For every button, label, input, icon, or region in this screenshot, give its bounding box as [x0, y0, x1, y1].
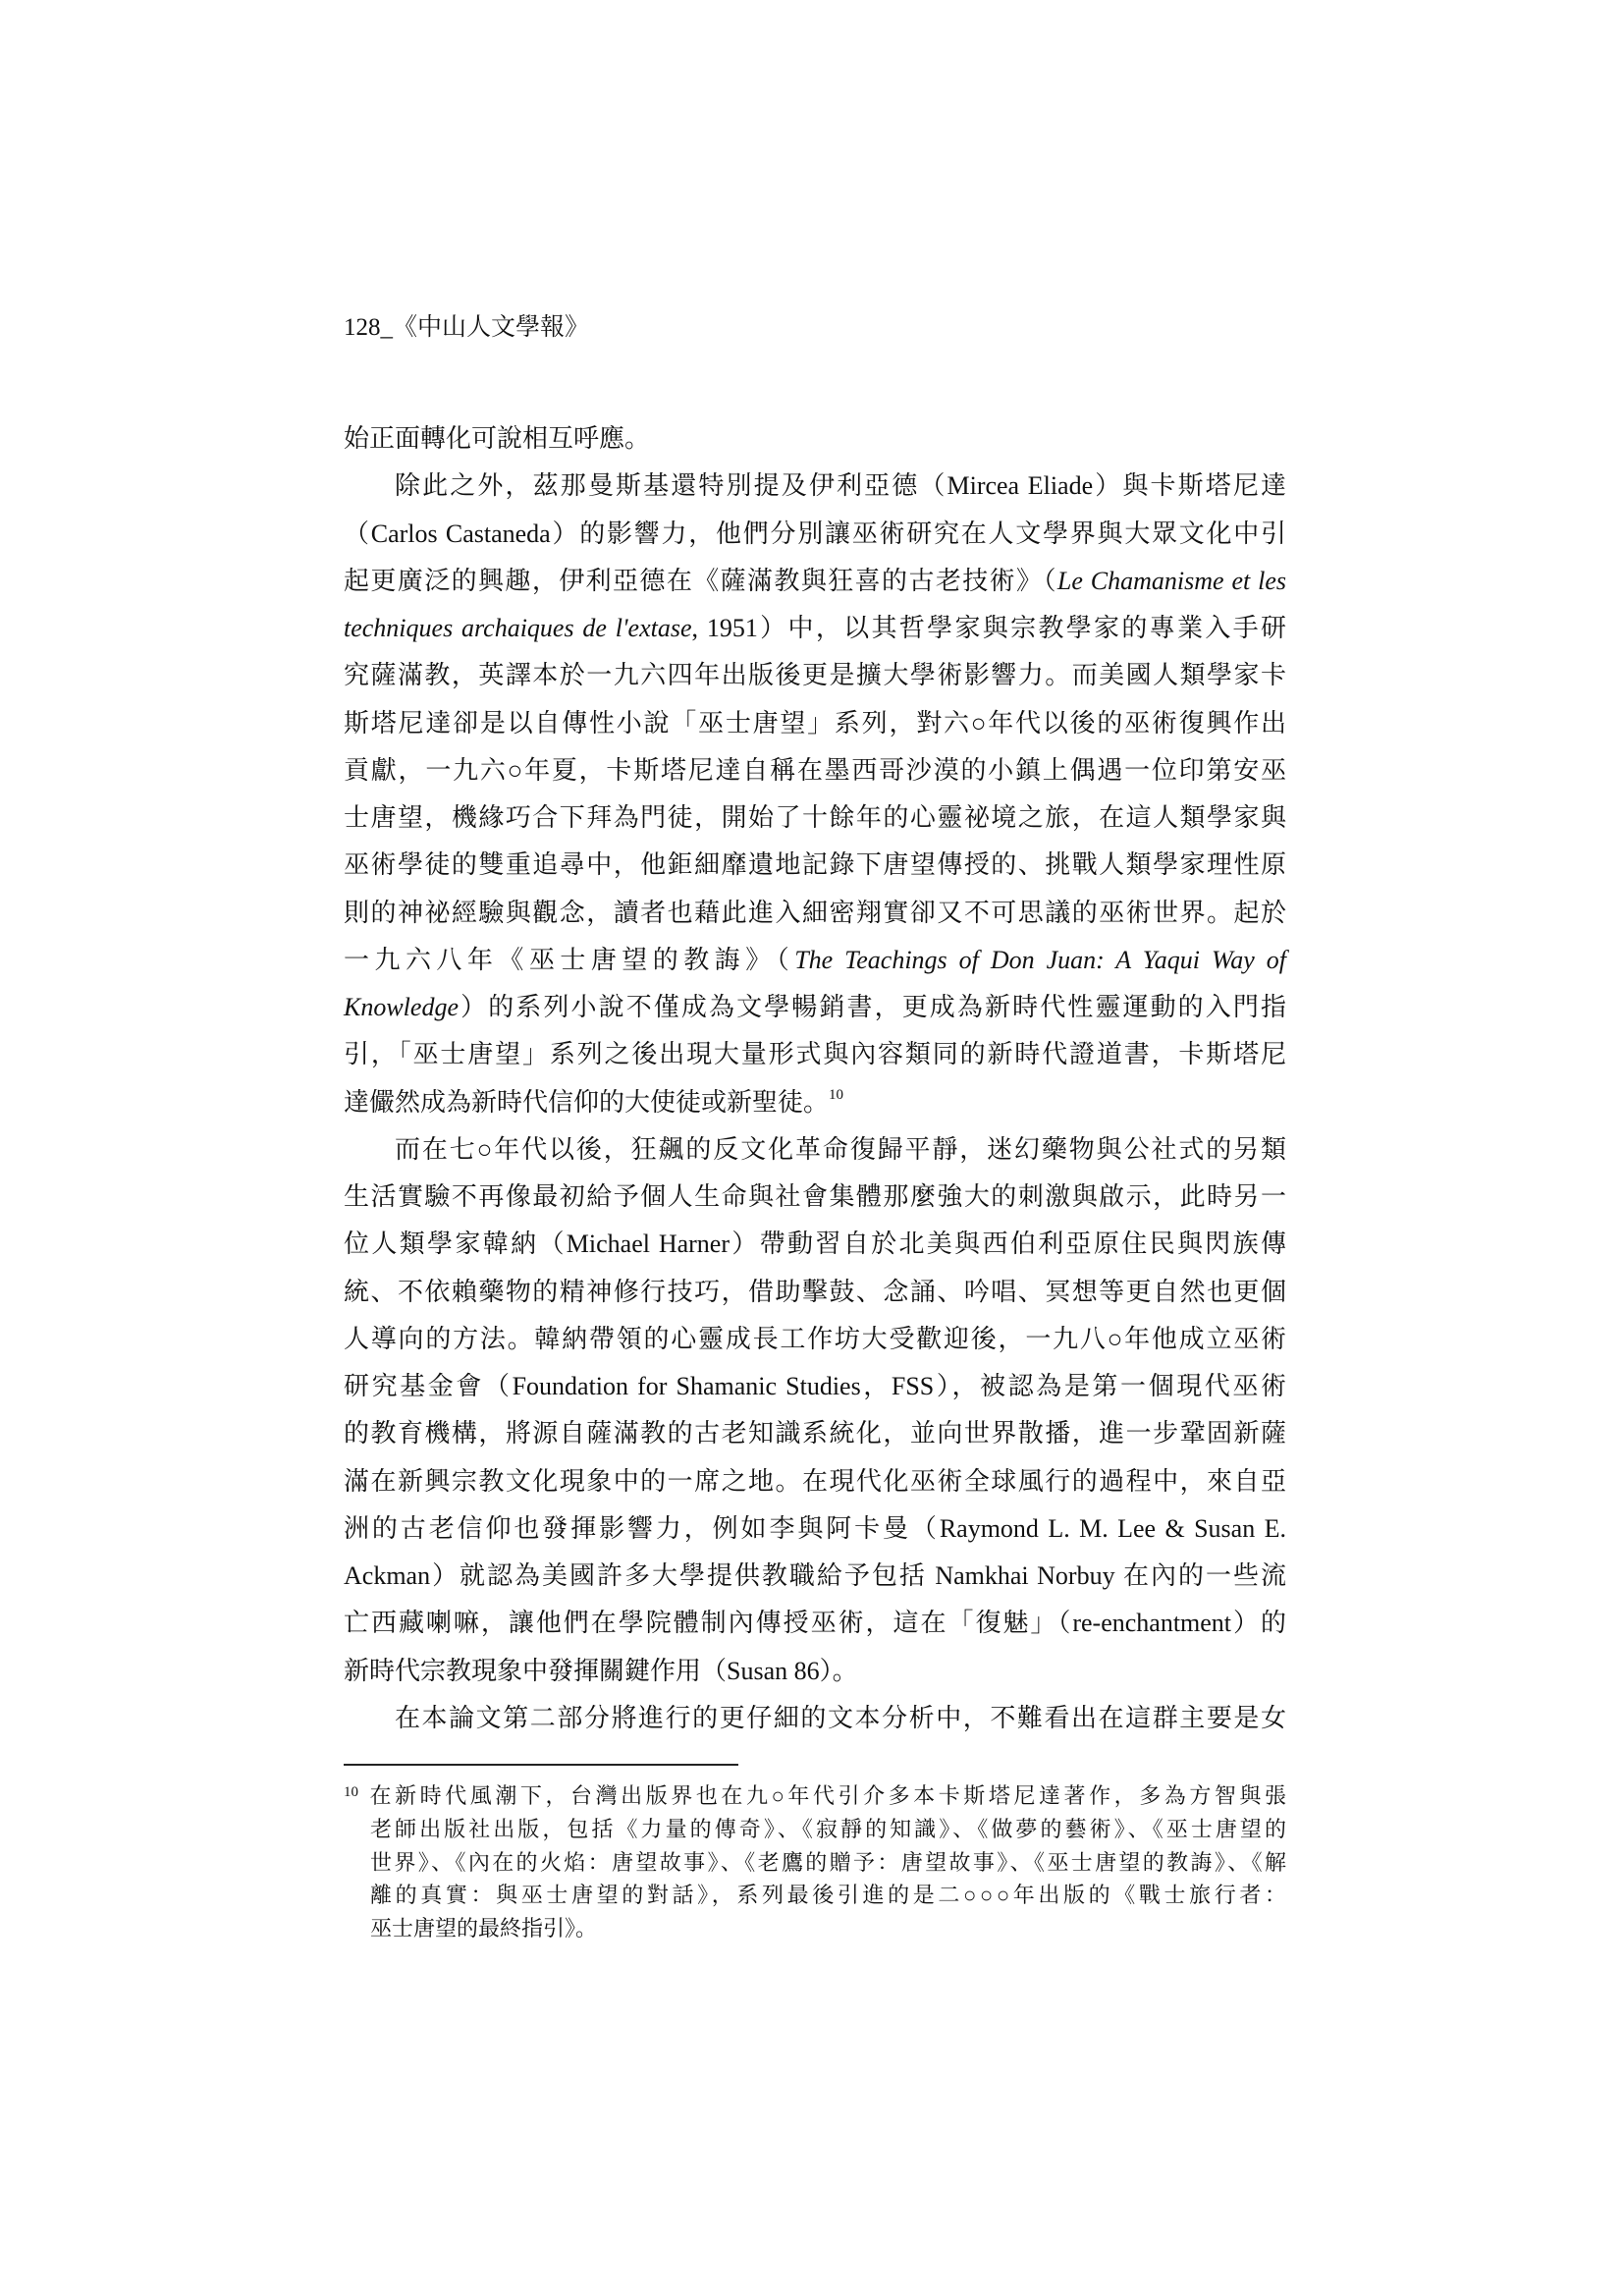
- text-line: 巫術學徒的雙重追尋中，他鉅細靡遺地記錄下唐望傳授的、挑戰人類學家理性原: [344, 850, 1286, 880]
- book-title-italic: Knowledge: [344, 993, 459, 1021]
- text-line: 洲的古老信仰也發揮影響力，例如李與阿卡曼（Raymond L. M. Lee & Susan E.: [344, 1513, 1286, 1543]
- text-line: 在本論文第二部分將進行的更仔細的文本分析中，不難看出在這群主要是女: [395, 1703, 1286, 1732]
- footnote-divider: [344, 1764, 738, 1766]
- running-header: [344, 310, 589, 346]
- text-line: 斯塔尼達卻是以自傳性小說「巫士唐望」系列，對六○年代以後的巫術復興作出: [344, 708, 1286, 738]
- text-line: 人導向的方法。韓納帶領的心靈成長工作坊大受歡迎後，一九八○年他成立巫術: [344, 1324, 1286, 1353]
- text-segment: ）的系列小說不僅成為文學暢銷書，更成為新時代性靈運動的入門指: [459, 993, 1286, 1021]
- text-line: 亡西藏喇嘛，讓他們在學院體制內傳授巫術，這在「復魅」（re-enchantment）的: [344, 1609, 1286, 1638]
- text-line: 研究基金會（Foundation for Shamanic Studies，FSS），被認為是第一個現代巫術: [344, 1372, 1286, 1400]
- text-segment: 起更廣泛的興趣，伊利亞德在《薩滿教與狂喜的古老技術》（: [344, 566, 1057, 595]
- text-segment: 一九六八年《巫士唐望的教誨》（: [344, 945, 795, 974]
- book-title-italic: techniques archaiques de l'extase: [344, 614, 692, 642]
- text-line: 始正面轉化可說相互呼應。: [344, 424, 651, 453]
- text-line: 位人類學家韓納（Michael Harner）帶動習自於北美與西伯利亞原住民與閃族傳: [344, 1230, 1286, 1259]
- footnote-number: 10: [344, 1784, 358, 1800]
- text-line: [344, 558, 1286, 605]
- text-line: 生活實驗不再像最初給予個人生命與社會集體那麼強大的刺激與啟示，此時另一: [344, 1182, 1286, 1211]
- text-line: 新時代宗教現象中發揮關鍵作用（Susan 86）。: [344, 1656, 858, 1685]
- footnote-text: 在新時代風潮下，台灣出版界也在九○年代引介多本卡斯塔尼達著作，多為方智與張: [366, 1783, 1286, 1808]
- page-number: 128: [344, 314, 381, 341]
- book-title-italic: Le Chamanisme et les: [1056, 566, 1286, 595]
- text-line: 貢獻，一九六○年夏，卡斯塔尼達自稱在墨西哥沙漠的小鎮上偶遇一位印第安巫: [344, 755, 1286, 785]
- text-line: 引，「巫士唐望」系列之後出現大量形式與內容類同的新時代證道書，卡斯塔尼: [344, 1040, 1286, 1069]
- text-line: 滿在新興宗教文化現象中的一席之地。在現代化巫術全球風行的過程中，來自亞: [344, 1466, 1286, 1496]
- text-line: 除此之外，茲那曼斯基還特別提及伊利亞德（Mircea Eliade）與卡斯塔尼達: [395, 471, 1286, 501]
- text-line: （Carlos Castaneda）的影響力，他們分別讓巫術研究在人文學界與大眾文化中引: [344, 519, 1286, 548]
- text-line: 統、不依賴藥物的精神修行技巧，借助擊鼓、念誦、吟唱、冥想等更自然也更個: [344, 1277, 1286, 1306]
- body-text: [344, 415, 1286, 1742]
- text-line: 士唐望，機緣巧合下拜為門徒，開始了十餘年的心靈祕境之旅，在這人類學家與: [344, 803, 1286, 832]
- text-line: [344, 605, 1286, 652]
- text-line: 究薩滿教，英譯本於一九六四年出版後更是擴大學術影響力。而美國人類學家卡: [344, 661, 1286, 690]
- text-line: 的教育機構，將源自薩滿教的古老知識系統化，並向世界散播，進一步鞏固新薩: [344, 1419, 1286, 1449]
- text-segment: , 1951）中，以其哲學家與宗教學家的專業入手研: [691, 614, 1286, 642]
- text-line: [344, 1079, 1286, 1126]
- text-line: 則的神祕經驗與觀念，讀者也藉此進入細密翔實卻又不可思議的巫術世界。起於: [344, 898, 1286, 927]
- footnote-line: [344, 1779, 1286, 1813]
- book-title-italic: The Teachings of Don Juan: A Yaqui Way of: [794, 945, 1286, 974]
- footnote-line: 巫士唐望的最終指引》。: [370, 1916, 598, 1941]
- text-segment: 達儼然成為新時代信仰的大使徒或新聖徒。: [344, 1087, 830, 1117]
- text-line: [344, 937, 1286, 984]
- footnote-reference[interactable]: 10: [829, 1086, 844, 1103]
- text-line: [344, 984, 1286, 1031]
- footnote-line: 世界》、《內在的火焰：唐望故事》、《老鷹的贈予：唐望故事》、《巫士唐望的教誨》、《解: [370, 1849, 1286, 1875]
- footnote-line: 老師出版社出版，包括《力量的傳奇》、《寂靜的知識》、《做夢的藝術》、《巫士唐望的: [370, 1816, 1286, 1841]
- text-line: 而在七○年代以後，狂飆的反文化革命復歸平靜，迷幻藥物與公社式的另類: [395, 1134, 1286, 1164]
- footnote-line: 離的真實：與巫士唐望的對話》，系列最後引進的是二○○○年出版的《戰士旅行者：: [370, 1883, 1286, 1908]
- journal-title: _《中山人文學報》: [380, 314, 590, 341]
- footnote: [344, 1779, 1286, 1945]
- text-line: Ackman）就認為美國許多大學提供教職給予包括 Namkhai Norbuy 在內的一些流: [344, 1561, 1286, 1590]
